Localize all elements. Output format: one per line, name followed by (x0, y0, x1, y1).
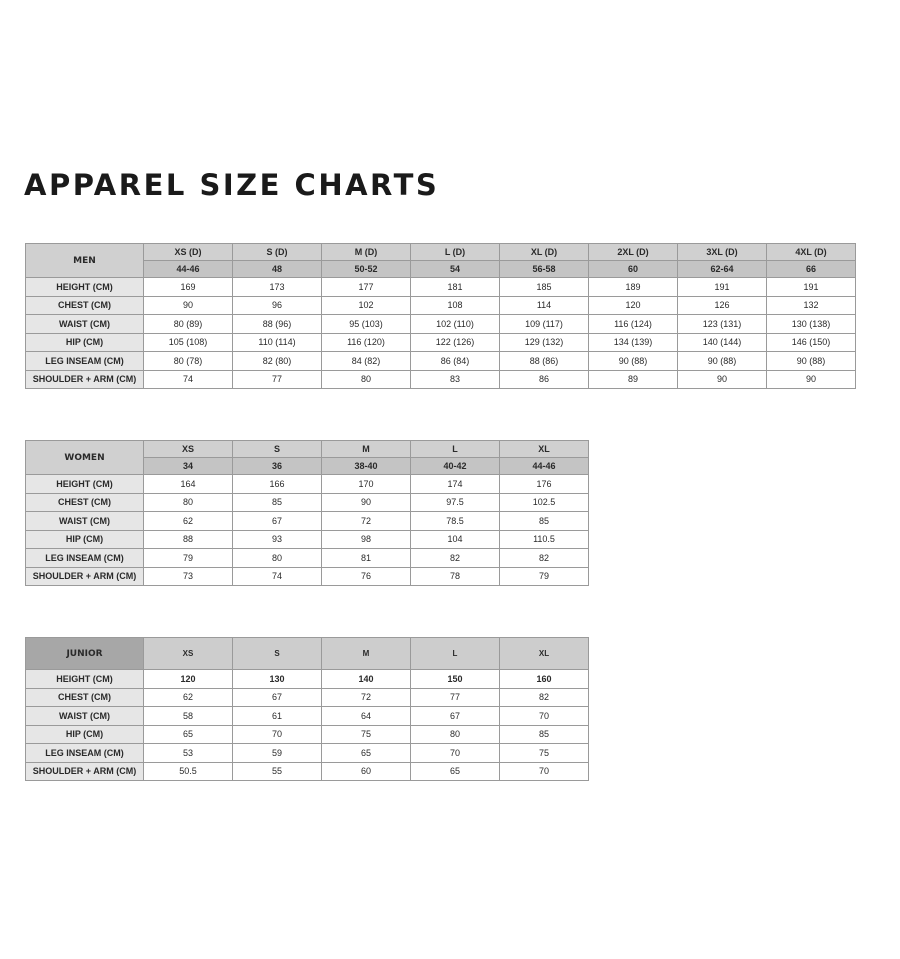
table-cell: 88 (96) (233, 315, 322, 334)
table-cell: 89 (589, 370, 678, 389)
table-row (26, 370, 856, 389)
table-cell: 140 (322, 670, 411, 689)
row-label: SHOULDER + ARM (CM) (26, 762, 144, 781)
table-cell: 160 (500, 670, 589, 689)
row-label: HEIGHT (CM) (26, 278, 144, 297)
size-header: S (233, 441, 322, 458)
size-header: M (D) (322, 244, 411, 261)
table-cell: 174 (411, 475, 500, 494)
table-row (26, 333, 856, 352)
row-label: CHEST (CM) (26, 493, 144, 512)
table-cell: 75 (500, 744, 589, 763)
size-header: XS (D) (144, 244, 233, 261)
size-header: XL (D) (500, 244, 589, 261)
table-cell: 76 (322, 567, 411, 586)
size-header: L (D) (411, 244, 500, 261)
table-row (26, 493, 589, 512)
table-cell: 129 (132) (500, 333, 589, 352)
eu-size-header: 54 (411, 261, 500, 278)
table-cell: 79 (500, 567, 589, 586)
table-cell: 79 (144, 549, 233, 568)
men-size-table (25, 243, 856, 389)
junior-table-label: JUNIOR (26, 638, 144, 670)
table-cell: 58 (144, 707, 233, 726)
table-cell: 72 (322, 512, 411, 531)
size-header: L (411, 638, 500, 670)
table-cell: 80 (322, 370, 411, 389)
table-row (26, 688, 589, 707)
table-cell: 90 (88) (678, 352, 767, 371)
row-label: CHEST (CM) (26, 688, 144, 707)
table-cell: 90 (88) (767, 352, 856, 371)
table-cell: 104 (411, 530, 500, 549)
table-cell: 176 (500, 475, 589, 494)
table-cell: 98 (322, 530, 411, 549)
table-cell: 74 (144, 370, 233, 389)
table-cell: 126 (678, 296, 767, 315)
table-cell: 78 (411, 567, 500, 586)
table-cell: 86 (500, 370, 589, 389)
table-cell: 134 (139) (589, 333, 678, 352)
table-cell: 132 (767, 296, 856, 315)
table-cell: 120 (589, 296, 678, 315)
table-row (26, 567, 589, 586)
table-cell: 122 (126) (411, 333, 500, 352)
eu-size-header: 36 (233, 458, 322, 475)
table-row (26, 549, 589, 568)
table-cell: 70 (411, 744, 500, 763)
table-cell: 185 (500, 278, 589, 297)
table-cell: 95 (103) (322, 315, 411, 334)
table-cell: 85 (233, 493, 322, 512)
table-cell: 65 (411, 762, 500, 781)
row-label: WAIST (CM) (26, 512, 144, 531)
table-cell: 164 (144, 475, 233, 494)
table-cell: 97.5 (411, 493, 500, 512)
size-header: XS (144, 441, 233, 458)
size-header: XL (500, 441, 589, 458)
table-cell: 50.5 (144, 762, 233, 781)
size-header: XL (500, 638, 589, 670)
table-cell: 108 (411, 296, 500, 315)
table-cell: 85 (500, 512, 589, 531)
table-cell: 170 (322, 475, 411, 494)
table-cell: 77 (411, 688, 500, 707)
table-cell: 116 (124) (589, 315, 678, 334)
table-cell: 80 (411, 725, 500, 744)
row-label: LEG INSEAM (CM) (26, 744, 144, 763)
table-cell: 62 (144, 512, 233, 531)
table-cell: 70 (500, 707, 589, 726)
women-size-table (25, 440, 589, 586)
row-label: HIP (CM) (26, 530, 144, 549)
table-cell: 80 (144, 493, 233, 512)
row-label: CHEST (CM) (26, 296, 144, 315)
table-cell: 96 (233, 296, 322, 315)
table-row (26, 475, 589, 494)
table-cell: 67 (233, 512, 322, 531)
table-cell: 150 (411, 670, 500, 689)
eu-size-header: 44-46 (144, 261, 233, 278)
table-cell: 62 (144, 688, 233, 707)
row-label: LEG INSEAM (CM) (26, 549, 144, 568)
table-row (26, 725, 589, 744)
table-cell: 80 (78) (144, 352, 233, 371)
table-cell: 173 (233, 278, 322, 297)
row-label: HEIGHT (CM) (26, 670, 144, 689)
size-header: 4XL (D) (767, 244, 856, 261)
table-cell: 83 (411, 370, 500, 389)
size-header: 2XL (D) (589, 244, 678, 261)
table-cell: 90 (322, 493, 411, 512)
table-cell: 80 (89) (144, 315, 233, 334)
table-cell: 59 (233, 744, 322, 763)
eu-size-header: 40-42 (411, 458, 500, 475)
page-title: APPAREL SIZE CHARTS (24, 168, 440, 202)
table-cell: 82 (500, 549, 589, 568)
table-cell: 82 (411, 549, 500, 568)
table-cell: 102 (322, 296, 411, 315)
table-cell: 82 (500, 688, 589, 707)
row-label: LEG INSEAM (CM) (26, 352, 144, 371)
table-cell: 53 (144, 744, 233, 763)
table-cell: 85 (500, 725, 589, 744)
eu-size-header: 48 (233, 261, 322, 278)
men-table-label: MEN (26, 244, 144, 278)
table-cell: 102 (110) (411, 315, 500, 334)
row-label: WAIST (CM) (26, 707, 144, 726)
table-cell: 61 (233, 707, 322, 726)
table-row (26, 530, 589, 549)
table-cell: 82 (80) (233, 352, 322, 371)
row-label: SHOULDER + ARM (CM) (26, 567, 144, 586)
table-cell: 166 (233, 475, 322, 494)
size-header: M (322, 441, 411, 458)
eu-size-header: 56-58 (500, 261, 589, 278)
table-cell: 81 (322, 549, 411, 568)
size-header: S (D) (233, 244, 322, 261)
table-cell: 191 (767, 278, 856, 297)
row-label: WAIST (CM) (26, 315, 144, 334)
size-header: L (411, 441, 500, 458)
eu-size-header: 60 (589, 261, 678, 278)
table-cell: 130 (233, 670, 322, 689)
table-row (26, 512, 589, 531)
table-cell: 90 (678, 370, 767, 389)
table-cell: 88 (144, 530, 233, 549)
table-cell: 90 (767, 370, 856, 389)
table-cell: 84 (82) (322, 352, 411, 371)
row-label: HIP (CM) (26, 725, 144, 744)
table-row (26, 762, 589, 781)
table-cell: 78.5 (411, 512, 500, 531)
table-cell: 191 (678, 278, 767, 297)
eu-size-header: 50-52 (322, 261, 411, 278)
eu-size-header: 66 (767, 261, 856, 278)
size-header: XS (144, 638, 233, 670)
row-label: HIP (CM) (26, 333, 144, 352)
table-cell: 73 (144, 567, 233, 586)
table-cell: 93 (233, 530, 322, 549)
table-cell: 77 (233, 370, 322, 389)
size-header: M (322, 638, 411, 670)
table-cell: 80 (233, 549, 322, 568)
table-cell: 90 (88) (589, 352, 678, 371)
table-cell: 72 (322, 688, 411, 707)
table-cell: 67 (411, 707, 500, 726)
table-cell: 70 (233, 725, 322, 744)
row-label: HEIGHT (CM) (26, 475, 144, 494)
table-cell: 146 (150) (767, 333, 856, 352)
table-cell: 74 (233, 567, 322, 586)
table-row (26, 296, 856, 315)
eu-size-header: 34 (144, 458, 233, 475)
table-row (26, 352, 856, 371)
table-row (26, 278, 856, 297)
table-cell: 109 (117) (500, 315, 589, 334)
eu-size-header: 62-64 (678, 261, 767, 278)
eu-size-header: 44-46 (500, 458, 589, 475)
table-cell: 114 (500, 296, 589, 315)
table-row (26, 744, 589, 763)
table-cell: 70 (500, 762, 589, 781)
table-cell: 169 (144, 278, 233, 297)
table-row (26, 707, 589, 726)
table-cell: 123 (131) (678, 315, 767, 334)
size-header: S (233, 638, 322, 670)
table-cell: 189 (589, 278, 678, 297)
table-cell: 67 (233, 688, 322, 707)
table-cell: 75 (322, 725, 411, 744)
women-table-label: WOMEN (26, 441, 144, 475)
row-label: SHOULDER + ARM (CM) (26, 370, 144, 389)
table-cell: 55 (233, 762, 322, 781)
table-cell: 140 (144) (678, 333, 767, 352)
table-cell: 64 (322, 707, 411, 726)
table-cell: 105 (108) (144, 333, 233, 352)
table-cell: 177 (322, 278, 411, 297)
table-cell: 110.5 (500, 530, 589, 549)
table-cell: 86 (84) (411, 352, 500, 371)
table-cell: 65 (144, 725, 233, 744)
junior-size-table (25, 637, 589, 781)
table-row (26, 315, 856, 334)
table-cell: 65 (322, 744, 411, 763)
eu-size-header: 38-40 (322, 458, 411, 475)
size-header: 3XL (D) (678, 244, 767, 261)
table-cell: 116 (120) (322, 333, 411, 352)
table-cell: 60 (322, 762, 411, 781)
table-row (26, 670, 589, 689)
table-cell: 130 (138) (767, 315, 856, 334)
table-cell: 102.5 (500, 493, 589, 512)
table-cell: 110 (114) (233, 333, 322, 352)
table-cell: 120 (144, 670, 233, 689)
table-cell: 90 (144, 296, 233, 315)
table-cell: 88 (86) (500, 352, 589, 371)
table-cell: 181 (411, 278, 500, 297)
